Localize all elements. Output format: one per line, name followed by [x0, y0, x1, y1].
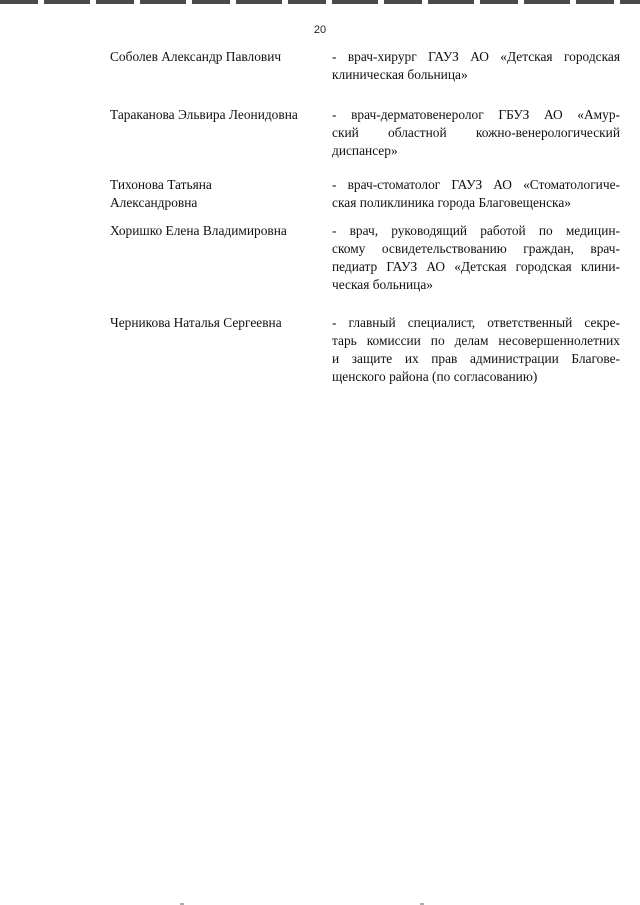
member-name	[110, 48, 332, 84]
member-name	[110, 222, 332, 294]
member-entry	[110, 222, 620, 294]
member-position-line: - врач-дерматовенеролог ГБУЗ АО «Амур-	[332, 107, 620, 122]
member-name-line: Тихонова Татьяна	[110, 177, 212, 192]
member-position	[332, 222, 620, 294]
page-number: 20	[313, 24, 327, 36]
member-position-line: - врач-стоматолог ГАУЗ АО «Стоматологиче-	[332, 177, 620, 192]
member-position	[332, 314, 620, 386]
member-name-line: Черникова Наталья Сергеевна	[110, 315, 282, 330]
member-position-line: клиническая больница»	[332, 67, 468, 82]
member-position-line: диспансер»	[332, 143, 398, 158]
scan-edge-top	[0, 0, 640, 4]
member-name	[110, 314, 332, 386]
member-position-line: щенского района (по согласованию)	[332, 369, 538, 384]
member-position-line: - врач-хирург ГАУЗ АО «Детская городская	[332, 49, 620, 64]
member-position-line: и защите их прав администрации Благове-	[332, 351, 620, 366]
member-position-line: ская поликлиника города Благовещенска»	[332, 195, 571, 210]
member-name	[110, 106, 332, 160]
member-entry	[110, 314, 620, 386]
member-position	[332, 176, 620, 212]
member-position-line: скому освидетельствованию граждан, врач-	[332, 241, 620, 256]
member-position-line: - главный специалист, ответственный секре-	[332, 315, 620, 330]
member-entry	[110, 176, 620, 212]
member-name	[110, 176, 332, 212]
member-name-line: Тараканова Эльвира Леонидовна	[110, 107, 298, 122]
member-position	[332, 106, 620, 160]
member-name-line: Александровна	[110, 195, 198, 210]
member-entry	[110, 106, 620, 160]
member-position-line: педиатр ГАУЗ АО «Детская городская клини-	[332, 259, 620, 274]
member-position-line: тарь комиссии по делам несовершеннолетних	[332, 333, 620, 348]
member-position-line: ский областной кожно-венерологический	[332, 125, 620, 140]
member-position-line: - врач, руководящий работой по медицин-	[332, 223, 620, 238]
member-name-line: Соболев Александр Павлович	[110, 49, 282, 64]
member-name-line: Хоришко Елена Владимировна	[110, 223, 287, 238]
member-position-line: ческая больница»	[332, 277, 433, 292]
member-list	[110, 48, 620, 386]
member-entry	[110, 48, 620, 84]
member-position	[332, 48, 620, 84]
